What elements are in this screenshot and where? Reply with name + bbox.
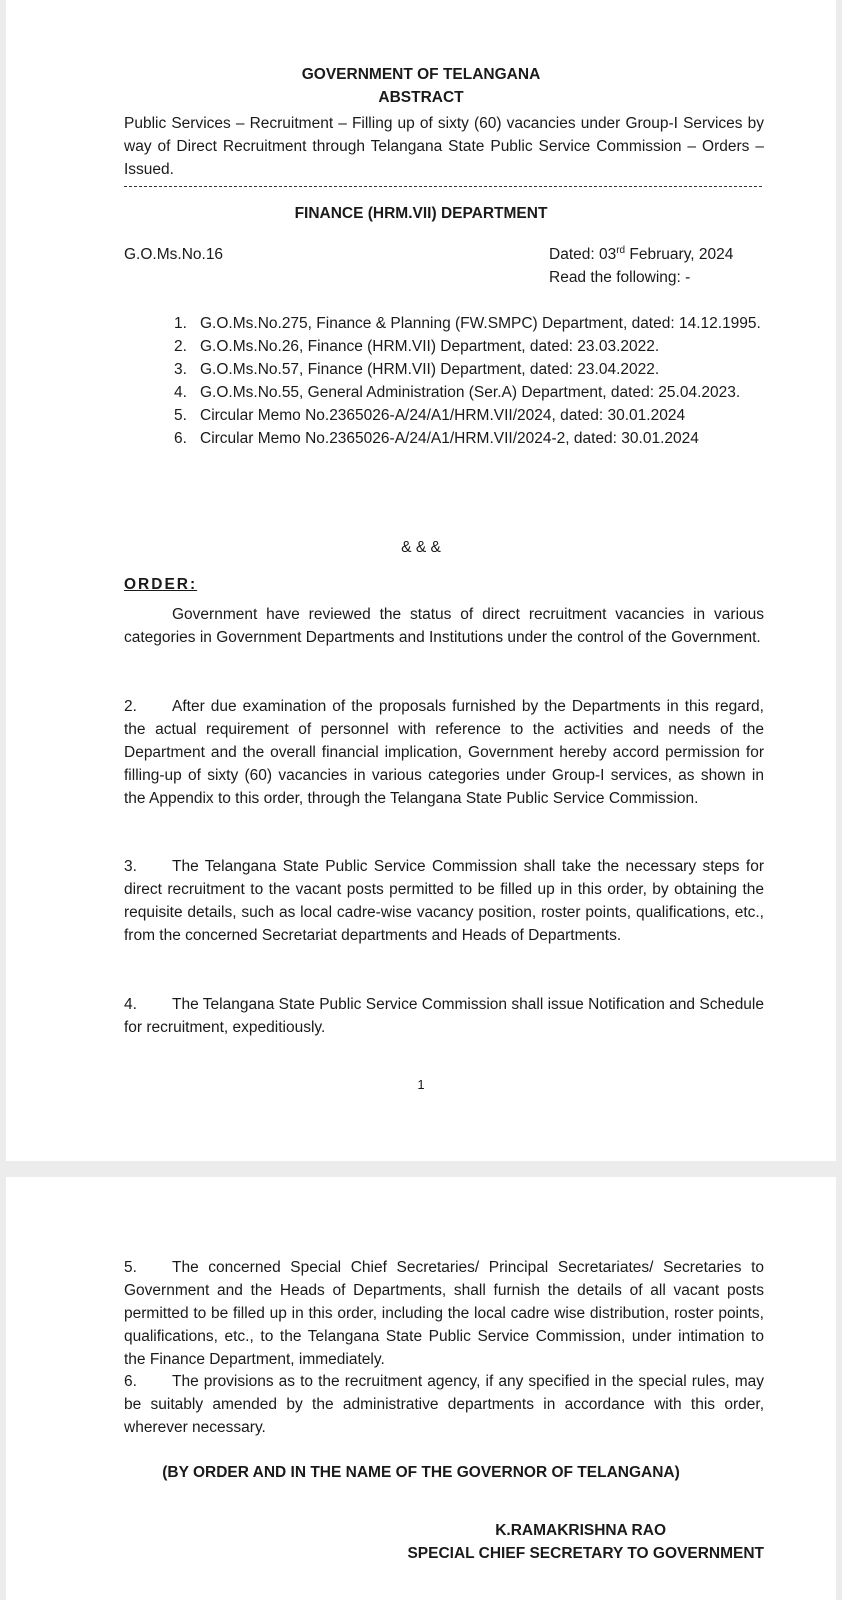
reference-number: 4.	[174, 384, 187, 401]
dashed-divider	[124, 186, 762, 187]
reference-number: 3.	[174, 361, 187, 378]
dated-superscript: rd	[616, 244, 626, 256]
page-number: 1	[417, 1077, 425, 1092]
paragraph-text: The concerned Special Chief Secretaries/ Principal Secretariates/ Secretaries to Government and the Heads of Departments, shall furnish the details of all vacant posts permitted to be filled up in this order, including the local cadre wise distribution, roster points, qualifications, etc., to the Telangana State Public Service Commission, under intimation to the Finance Department, immediately.	[124, 1259, 764, 1368]
subject-text: Public Services – Recruitment – Filling up of sixty (60) vacancies under Group-I Services by way of Direct Recruitment through Telangana State Public Service Commission – Orders – Issued.	[124, 115, 764, 178]
dated-suffix: February, 2024	[625, 246, 734, 263]
paragraph-number: 3.	[124, 858, 137, 875]
paragraph-3	[124, 855, 764, 947]
reference-text: Circular Memo No.2365026-A/24/A1/HRM.VII/2024, dated: 30.01.2024	[200, 407, 686, 424]
reference-number: 5.	[174, 407, 187, 424]
signer-title: SPECIAL CHIEF SECRETARY TO GOVERNMENT	[407, 1545, 764, 1562]
reference-number: 2.	[174, 338, 187, 355]
reference-item	[174, 427, 762, 450]
order-heading: ORDER:	[124, 576, 198, 593]
paragraph-number: 2.	[124, 698, 137, 715]
reference-text: G.O.Ms.No.55, General Administration (Ser.A) Department, dated: 25.04.2023.	[200, 384, 741, 401]
section-separator: & & &	[401, 539, 441, 556]
paragraph-text: The Telangana State Public Service Commission shall take the necessary steps for direct recruitment to the vacant posts permitted to be filled up in this order, by obtaining the requisite details, such as local cadre-wise vacancy position, roster points, qualifications, etc., from the concerned Secretariat departments and Heads of Departments.	[124, 858, 764, 944]
paragraph-text: The provisions as to the recruitment agency, if any specified in the special rules, may be suitably amended by the administrative departments in accordance with this order, wherever necessary.	[124, 1373, 764, 1436]
paragraph-2	[124, 695, 764, 810]
reference-item	[174, 404, 762, 427]
dated-prefix: Dated: 03	[549, 246, 617, 263]
governor-order-line: (BY ORDER AND IN THE NAME OF THE GOVERNOR OF TELANGANA)	[162, 1464, 680, 1481]
paragraph-number: 5.	[124, 1259, 137, 1276]
reference-text: G.O.Ms.No.26, Finance (HRM.VII) Department, dated: 23.03.2022.	[200, 338, 660, 355]
paragraph-1: Government have reviewed the status of direct recruitment vacancies in various categories in Government Departments and Institutions under the control of the Government.	[124, 606, 764, 646]
paragraph-number: 6.	[124, 1373, 137, 1390]
dated-line	[549, 243, 733, 266]
reference-item	[174, 335, 762, 358]
read-following: Read the following: -	[549, 269, 691, 286]
reference-text: G.O.Ms.No.57, Finance (HRM.VII) Department, dated: 23.04.2022.	[200, 361, 660, 378]
paragraph-text: After due examination of the proposals furnished by the Departments in this regard, the actual requirement of personnel with reference to the activities and needs of the Department and the overall financial implication, Government hereby accord permission for filling-up of sixty (60) vacancies in various categories under Group-I services, as shown in the Appendix to this order, through the Telangana State Public Service Commission.	[124, 698, 764, 807]
document-page-1	[6, 0, 836, 1161]
paragraph-4	[124, 993, 764, 1039]
department-title: FINANCE (HRM.VII) DEPARTMENT	[294, 205, 548, 222]
paragraph-number: 4.	[124, 996, 137, 1013]
paragraph-text: The Telangana State Public Service Commission shall issue Notification and Schedule for recruitment, expeditiously.	[124, 996, 764, 1036]
references-list	[174, 312, 762, 450]
reference-number: 6.	[174, 430, 187, 447]
government-title: GOVERNMENT OF TELANGANA	[301, 66, 541, 83]
abstract-title: ABSTRACT	[378, 89, 464, 106]
paragraph-5	[124, 1256, 764, 1371]
reference-item	[174, 312, 762, 335]
signer-name: K.RAMAKRISHNA RAO	[495, 1522, 666, 1539]
paragraph-6	[124, 1370, 764, 1439]
go-number: G.O.Ms.No.16	[124, 246, 224, 263]
reference-item	[174, 381, 762, 404]
document-page-2	[6, 1177, 836, 1600]
reference-text: Circular Memo No.2365026-A/24/A1/HRM.VII/2024-2, dated: 30.01.2024	[200, 430, 699, 447]
reference-item	[174, 358, 762, 381]
reference-number: 1.	[174, 315, 187, 332]
reference-text: G.O.Ms.No.275, Finance & Planning (FW.SMPC) Department, dated: 14.12.1995.	[200, 315, 761, 332]
